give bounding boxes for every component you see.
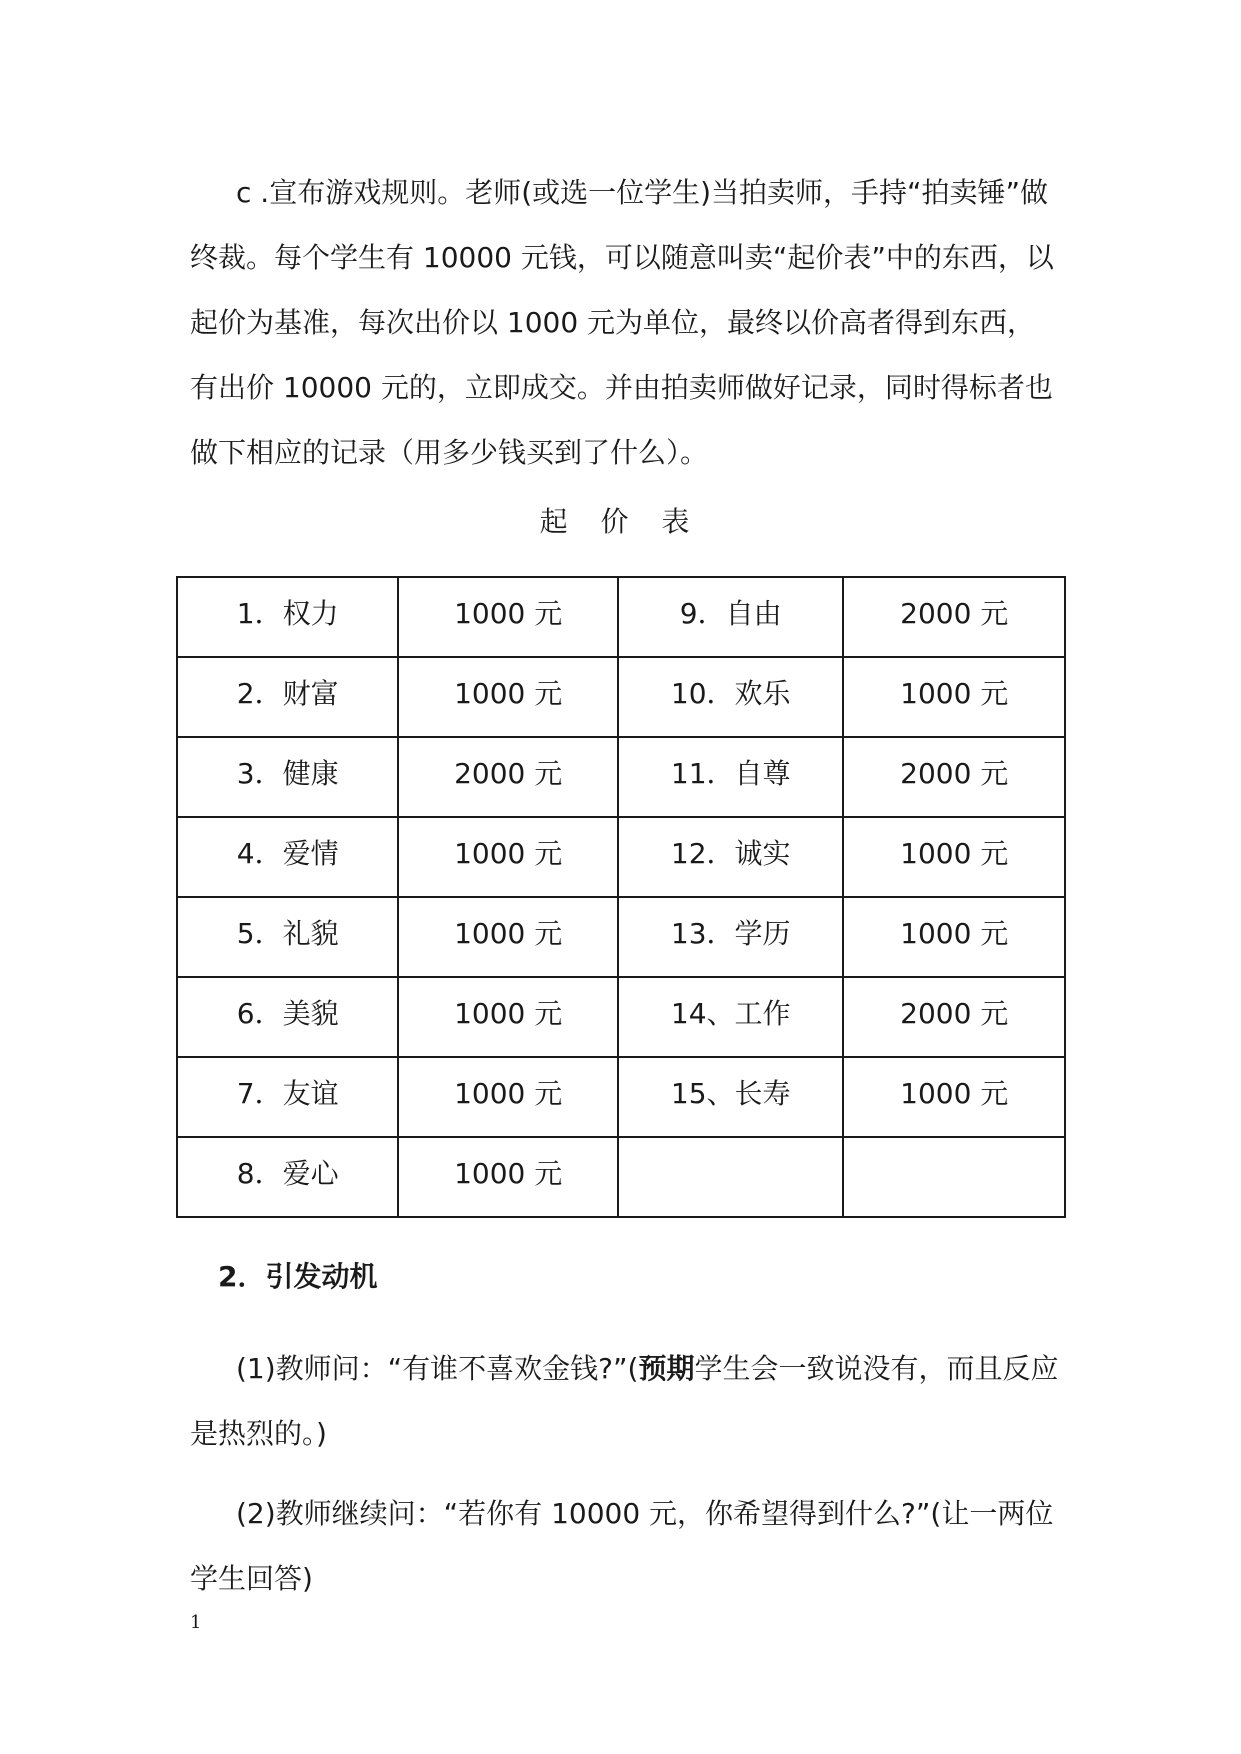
price-cell: 1000 元: [398, 977, 618, 1057]
price-cell: 1000 元: [398, 577, 618, 657]
q1-prefix: (1)教师问：“有谁不喜欢金钱?”(: [236, 1352, 639, 1385]
price-cell: 1000 元: [398, 897, 618, 977]
table-row: [177, 897, 1065, 977]
price-cell: 1000 元: [843, 1057, 1065, 1137]
item-cell: 7．友谊: [177, 1057, 398, 1137]
item-cell: 11．自尊: [618, 737, 843, 817]
item-cell: 5．礼貌: [177, 897, 398, 977]
price-cell: 1000 元: [843, 657, 1065, 737]
price-cell: 1000 元: [398, 1057, 618, 1137]
price-cell: 2000 元: [843, 577, 1065, 657]
table-row: [177, 1137, 1065, 1217]
item-cell: 13．学历: [618, 897, 843, 977]
table-row: [177, 977, 1065, 1057]
rules-paragraph: c .宣布游戏规则。老师(或选一位学生)当拍卖师，手持“拍卖锤”做终裁。每个学生有 10000 元钱，可以随意叫卖“起价表”中的东西，以起价为基准，每次出价以 1000 元为单位，最终以价高者得到东西，有出价 10000 元的，立即成交。并由拍卖师做好记录，同时得标者也做下相应的记录（用多少钱买到了什么）。: [190, 176, 1054, 469]
item-cell: [618, 1137, 843, 1217]
price-cell: 2000 元: [843, 737, 1065, 817]
q1-suffix: 学生会一致说没有，而且反应是热烈的。): [190, 1352, 1059, 1450]
table-row: [177, 737, 1065, 817]
price-table: [176, 576, 1066, 1218]
table-row: [177, 1057, 1065, 1137]
price-cell: [843, 1137, 1065, 1217]
price-cell: 1000 元: [843, 897, 1065, 977]
price-cell: 1000 元: [398, 657, 618, 737]
price-cell: 1000 元: [398, 817, 618, 897]
page-number: 1: [190, 1612, 202, 1633]
item-cell: 14、工作: [618, 977, 843, 1057]
item-cell: 9．自由: [618, 577, 843, 657]
q1-bold: 预期: [638, 1352, 695, 1385]
price-cell: 1000 元: [398, 1137, 618, 1217]
item-cell: 12．诚实: [618, 817, 843, 897]
item-cell: 4．爱情: [177, 817, 398, 897]
teacher-question-1: [190, 1336, 1060, 1466]
table-row: [177, 577, 1065, 657]
item-cell: 10．欢乐: [618, 657, 843, 737]
price-cell: 2000 元: [843, 977, 1065, 1057]
price-table-title: 起 价 表: [539, 505, 702, 538]
item-cell: 1．权力: [177, 577, 398, 657]
teacher-question-2: (2)教师继续问：“若你有 10000 元，你希望得到什么?”(让一两位学生回答): [190, 1497, 1054, 1595]
item-cell: 15、长寿: [618, 1057, 843, 1137]
item-cell: 3．健康: [177, 737, 398, 817]
item-cell: 8．爱心: [177, 1137, 398, 1217]
table-row: [177, 817, 1065, 897]
price-cell: 1000 元: [843, 817, 1065, 897]
item-cell: 2．财富: [177, 657, 398, 737]
item-cell: 6．美貌: [177, 977, 398, 1057]
section-heading: 2．引发动机: [218, 1260, 378, 1293]
table-row: [177, 657, 1065, 737]
price-cell: 2000 元: [398, 737, 618, 817]
